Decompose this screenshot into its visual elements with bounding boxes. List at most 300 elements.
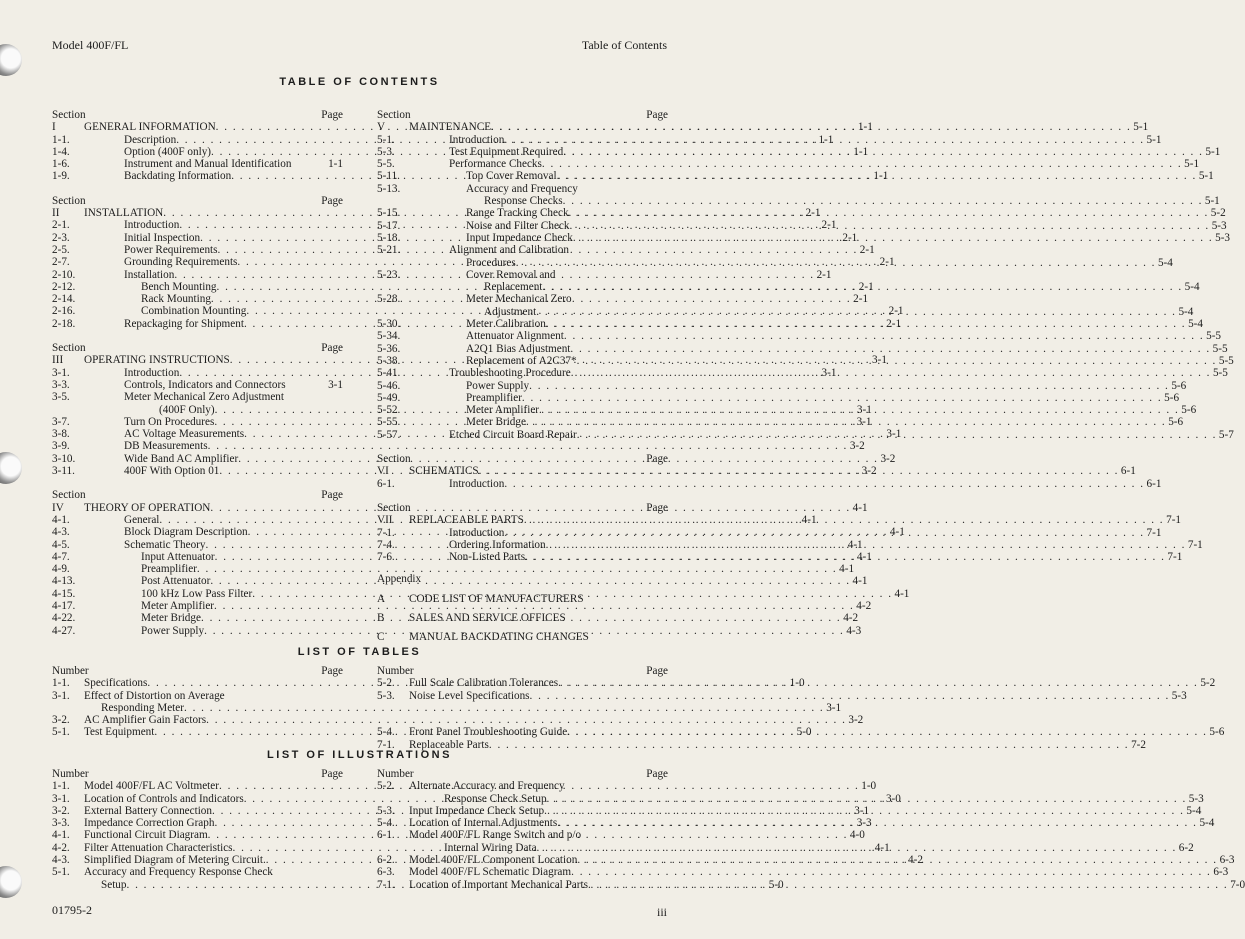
entry-title: Preamplifier: [141, 563, 197, 576]
entry-number: 5-57.: [377, 428, 401, 441]
entry-number: 4-15.: [52, 587, 76, 600]
entry-number: 3-5.: [52, 391, 70, 404]
entry-title: Response Check Setup: [444, 792, 547, 805]
appendix-letter: B: [377, 612, 385, 624]
entry-title: Filter Attenuation Characteristics: [84, 841, 233, 854]
entry-page: 4-1: [847, 538, 863, 551]
entry-page: 7-2: [1131, 738, 1146, 751]
entry-number: 4-3.: [52, 854, 70, 867]
entry-page: 3-2: [880, 452, 896, 465]
entry-page: 5-3: [1188, 792, 1204, 805]
entry-title: Turn On Procedures: [124, 415, 215, 428]
number-label: Number: [52, 665, 89, 677]
entry-page: 5-6: [1168, 416, 1184, 429]
page-label: Page: [321, 489, 343, 502]
entry-page: 5-3: [1171, 689, 1187, 702]
number-label: Number: [377, 665, 414, 677]
toc-entry: [377, 158, 1200, 171]
entry-title: (400F Only): [159, 403, 215, 416]
entry-title: Power Supply: [466, 379, 530, 392]
section-label: Section: [52, 109, 86, 121]
leader-dots: [529, 380, 1169, 392]
entry-number: 2-14.: [52, 293, 76, 306]
entry-page: 5-4: [1184, 281, 1200, 294]
entry-title: Combination Mounting: [141, 305, 247, 318]
entry-title: Procedures: [466, 256, 516, 269]
entry-number: 7-6.: [377, 551, 395, 564]
toc-entry: [377, 244, 668, 256]
entry-title: Model 400F/FL Component Location: [409, 854, 578, 867]
entry-page: 5-0: [768, 878, 784, 891]
toc-entry: [377, 293, 668, 305]
entry-number: 7-1.: [377, 526, 395, 539]
section-label: Section: [377, 109, 411, 121]
toc-entry: [377, 866, 1229, 879]
entry-number: 3-8.: [52, 428, 70, 441]
entry-title: Etched Circuit Board Repair: [449, 428, 577, 441]
toc-entry: [52, 391, 343, 403]
entry-title: Range Tracking Check: [466, 207, 569, 220]
header-section: Table of Contents: [581, 38, 667, 52]
entry-page: 6-1: [1146, 477, 1162, 490]
page-title: TABLE OF CONTENTS: [279, 76, 440, 88]
section-heading: [52, 342, 343, 354]
section-number: II: [52, 207, 60, 220]
entry-number: 1-9.: [52, 170, 70, 183]
binder-hole-bottom: [0, 866, 22, 898]
entry-title: Input Impedance Check Setup: [409, 804, 545, 817]
appendix-letter: C: [377, 631, 385, 643]
entry-title: Instrument and Manual Identification: [124, 158, 292, 171]
entry-title: Input Attenuator: [141, 550, 215, 563]
list-of-tables-title: LIST OF TABLES: [297, 646, 422, 658]
section-label: Section: [52, 489, 86, 502]
entry-number: 5-1.: [377, 133, 395, 146]
entry-title: Specifications: [84, 677, 148, 690]
entry-number: 3-1.: [52, 792, 70, 805]
entry-number: 2-12.: [52, 280, 76, 293]
entry-number: 6-2.: [377, 854, 395, 867]
section-page: 1-1: [857, 121, 873, 134]
entry-page: 5-1: [1198, 170, 1214, 183]
entry-number: 2-1.: [52, 219, 70, 232]
entry-page: 4-1: [874, 841, 890, 854]
entry-number: 4-1.: [52, 829, 70, 842]
list-heading: [377, 768, 668, 780]
entry-number: 5-41.: [377, 367, 401, 380]
page-number: iii: [656, 905, 667, 919]
section-number: IV: [52, 501, 64, 514]
section-title: SCHEMATICS: [409, 465, 479, 478]
entry-page: 3-2: [849, 440, 865, 453]
entry-number: 3-2.: [52, 714, 70, 727]
entry-title: A2Q1 Bias Adjustment: [466, 342, 571, 355]
leader-dots: [516, 257, 1156, 269]
section-title: GENERAL INFORMATION: [84, 121, 216, 134]
section-page: 5-1: [1133, 121, 1149, 134]
appendix-title: CODE LIST OF MANUFACTURERS: [409, 593, 584, 605]
section-heading: [377, 453, 668, 465]
entry-title: Power Requirements: [124, 243, 218, 256]
entry-number: 6-1.: [377, 829, 395, 842]
entry-page: 3-1: [854, 804, 870, 817]
toc-entry: [377, 183, 668, 195]
section-title: OPERATING INSTRUCTIONS: [84, 354, 230, 367]
entry-page: 4-3: [846, 624, 862, 637]
entry-title: Non-Listed Parts: [449, 551, 526, 564]
leader-dots: [537, 842, 1177, 854]
entry-title: Front Panel Troubleshooting Guide: [409, 726, 568, 739]
toc-entry: [377, 780, 668, 792]
list-heading: [377, 665, 668, 677]
entry-title: Response Checks: [484, 195, 563, 208]
entry-title: Alignment and Calibration: [449, 244, 569, 257]
entry-title: Power Supply: [141, 624, 205, 637]
page-label: Page: [321, 194, 343, 207]
entry-page: 5-5: [1212, 367, 1228, 380]
entry-title: Introduction: [124, 219, 180, 232]
entry-title: Responding Meter: [101, 701, 184, 714]
section-title: MAINTENANCE: [409, 121, 492, 134]
entry-page: 4-1: [894, 587, 910, 600]
entry-title: Meter Calibration: [466, 318, 546, 331]
entry-number: 2-10.: [52, 268, 76, 281]
entry-number: 5-3.: [377, 689, 395, 702]
entry-number: 7-4.: [377, 538, 395, 551]
entry-number: 5-4.: [377, 726, 395, 739]
entry-page: 5-5: [1218, 354, 1234, 367]
entry-page: 7-1: [1146, 526, 1162, 539]
section-page: 4-1: [852, 501, 868, 514]
entry-number: 2-16.: [52, 305, 76, 318]
entry-number: 3-11.: [52, 465, 75, 478]
section-title: THEORY OF OPERATION: [84, 501, 211, 514]
leader-dots: [479, 465, 1119, 477]
entry-title: Introduction: [124, 366, 180, 379]
entry-page: 5-1: [1205, 145, 1221, 158]
entry-number: 2-7.: [52, 256, 70, 269]
entry-page: 5-6: [1181, 404, 1197, 417]
page-label: Page: [646, 665, 668, 677]
entry-page: 3-1: [328, 378, 343, 391]
entry-number: 4-9.: [52, 563, 70, 576]
entry-page: 3-1: [826, 701, 842, 714]
entry-title: External Battery Connection: [84, 804, 212, 817]
entry-page: 4-2: [843, 612, 859, 625]
entry-title: General: [124, 513, 160, 526]
leader-dots: [546, 318, 1186, 330]
list-heading: [52, 665, 343, 677]
appendix-entry: [377, 590, 668, 609]
section-title: INSTALLATION: [84, 207, 164, 220]
entry-title: Setup: [101, 878, 127, 891]
entry-number: 3-10.: [52, 452, 76, 465]
entry-page: 1-1: [873, 170, 889, 183]
entry-number: 5-38.: [377, 354, 401, 367]
entry-number: 3-7.: [52, 415, 70, 428]
entry-title: Noise and Filter Check: [466, 219, 570, 232]
entry-number: 7-1.: [377, 878, 395, 891]
entry-number: 3-1.: [52, 366, 70, 379]
entry-number: 5-2.: [377, 677, 395, 690]
entry-title: Meter Mechanical Zero: [466, 293, 572, 306]
entry-page: 4-1: [839, 563, 855, 576]
page-label: Page: [321, 768, 343, 780]
section-heading: [52, 489, 343, 501]
entry-page: 3-1: [821, 366, 837, 379]
list-of-illustrations-title: LIST OF ILLUSTRATIONS: [267, 749, 452, 761]
entry-number: 4-22.: [52, 612, 76, 625]
entry-number: 5-1.: [52, 726, 70, 739]
entry-number: 5-21.: [377, 244, 401, 257]
entry-number: 2-5.: [52, 243, 70, 256]
entry-number: 5-49.: [377, 391, 401, 404]
entry-title: Test Equipment: [84, 726, 155, 739]
toc-entry: [52, 563, 855, 576]
section-number: VI: [377, 465, 389, 478]
leader-dots: [504, 527, 1144, 539]
entry-number: 5-11.: [377, 170, 400, 183]
entry-title: Noise Level Specifications: [409, 689, 530, 702]
entry-page: 5-3: [1215, 231, 1231, 244]
appendix-entry: [377, 609, 668, 628]
appendix-letter: A: [377, 593, 386, 605]
leader-dots: [542, 158, 1182, 170]
entry-title: Accuracy and Frequency: [466, 182, 578, 195]
entry-number: 5-30.: [377, 318, 401, 331]
entry-title: Cover Removal and: [466, 268, 556, 281]
entry-page: 3-2: [861, 465, 877, 478]
entry-number: 4-5.: [52, 538, 70, 551]
page-label: Page: [646, 109, 668, 121]
entry-page: 5-3: [1211, 219, 1227, 232]
entry-page: 1-1: [853, 145, 869, 158]
list-heading: [52, 768, 343, 780]
entry-page: 5-2: [1200, 677, 1216, 690]
entry-title: Alternate Accuracy and Frequency: [409, 780, 565, 793]
entry-page: 1-1: [818, 133, 834, 146]
entry-title: Performance Checks: [449, 158, 542, 171]
appendix-label: Appendix: [377, 573, 422, 585]
entry-number: 1-1.: [52, 133, 70, 146]
leader-dots: [577, 854, 1217, 866]
entry-page: 5-4: [1157, 256, 1173, 269]
leader-dots: [567, 726, 1207, 738]
entry-title: Model 400F/FL AC Voltmeter: [84, 780, 219, 793]
entry-title: Effect of Distortion on Average: [84, 689, 225, 702]
entry-title: Internal Wiring Data: [444, 841, 537, 854]
binder-hole-top: [0, 44, 22, 76]
entry-title: Troubleshooting Procedure: [449, 367, 571, 380]
number-label: Number: [377, 768, 414, 780]
entry-page: 3-1: [886, 428, 902, 441]
toc-entry: [52, 690, 343, 702]
page-label: Page: [321, 665, 343, 677]
entry-number: 4-7.: [52, 550, 70, 563]
entry-page: 4-2: [856, 599, 872, 612]
leader-dots: [544, 805, 1184, 817]
entry-page: 3-1: [856, 415, 872, 428]
entry-title: Location of Internal Adjustments: [409, 817, 558, 830]
entry-number: 5-28.: [377, 293, 401, 306]
entry-number: 4-2.: [52, 841, 70, 854]
section-label: Section: [52, 342, 86, 355]
toc-entry: [377, 689, 1187, 702]
entry-number: 5-36.: [377, 342, 401, 355]
section-number: VII: [377, 514, 393, 527]
section-heading: [52, 109, 343, 121]
entry-title: Impedance Correction Graph: [84, 817, 215, 830]
entry-number: 5-17.: [377, 219, 401, 232]
leader-dots: [504, 134, 1144, 146]
entry-number: 2-3.: [52, 231, 70, 244]
section-gap: [52, 183, 343, 195]
entry-number: 5-3.: [377, 804, 395, 817]
leader-dots: [577, 355, 1217, 367]
entry-title: Test Equipment Required: [449, 145, 564, 158]
entry-number: 4-17.: [52, 599, 76, 612]
entry-title: Introduction: [449, 133, 505, 146]
toc-entry: [377, 342, 1228, 355]
entry-title: Model 400F/FL Range Switch and p/o: [409, 829, 582, 842]
entry-title: Replacement of A2C37*: [466, 354, 577, 367]
entry-title: Simplified Diagram of Metering Circuit.: [84, 854, 266, 867]
entry-number: 7-1.: [377, 738, 395, 751]
section-heading: [377, 109, 668, 121]
leader-dots: [569, 207, 1209, 219]
toc-entry: [52, 440, 865, 453]
section-number: V: [377, 121, 386, 134]
entry-number: 1-1.: [52, 780, 70, 793]
number-label: Number: [52, 768, 89, 780]
entry-title: Repackaging for Shipment: [124, 317, 244, 330]
toc-entry: [52, 866, 343, 878]
entry-title: Location of Controls and Indicators: [84, 792, 244, 805]
entry-page: 5-7: [1218, 428, 1234, 441]
appendix-entry: [377, 628, 668, 647]
entry-title: Full Scale Calibration Tolerances: [409, 677, 559, 690]
toc-entry: [52, 379, 343, 391]
entry-title: Controls, Indicators and Connectors: [124, 378, 286, 391]
leader-dots: [526, 416, 1166, 428]
entry-page: 7-1: [1187, 538, 1203, 551]
entry-page: 5-1: [1184, 158, 1200, 171]
entry-number: 3-2.: [52, 804, 70, 817]
toc-entry: [377, 829, 668, 841]
toc-entry: [377, 379, 1187, 392]
leader-dots: [557, 170, 1197, 182]
page-label: Page: [646, 501, 668, 514]
page-label: Page: [321, 109, 343, 121]
section-gap: [377, 441, 668, 453]
entry-page: 2-1: [842, 231, 858, 244]
entry-page: 5-5: [1212, 342, 1228, 355]
section-label: Section: [52, 194, 86, 207]
entry-title: Wide Band AC Amplifier: [124, 452, 239, 465]
entry-page: 4-2: [908, 854, 923, 867]
entry-number: 6-3.: [377, 866, 395, 879]
toc-entry: [52, 714, 864, 727]
entry-title: Schematic Theory: [124, 538, 206, 551]
entry-page: 5-0: [796, 726, 812, 739]
entry-number: 5-52.: [377, 404, 401, 417]
entry-page: 2-1: [879, 256, 895, 269]
section-gap: [52, 477, 343, 489]
leader-dots: [524, 514, 1164, 526]
toc-entry: [377, 170, 1214, 183]
section-gap: [377, 490, 668, 502]
leader-dots: [522, 392, 1162, 404]
leader-dots: [536, 306, 1176, 318]
leader-dots: [525, 551, 1165, 563]
section-page: 3-1: [872, 354, 887, 367]
entry-page: 4-0: [849, 829, 865, 842]
section-label: Section: [377, 453, 411, 466]
leader-dots: [547, 793, 1187, 805]
entry-number: 2-18.: [52, 317, 76, 330]
entry-page: 3-3: [856, 817, 872, 830]
entry-page: 2-1: [821, 219, 837, 232]
entry-page: 5-1: [1204, 195, 1220, 208]
entry-number: 1-6.: [52, 158, 70, 171]
entry-title: Option (400F only): [124, 145, 212, 158]
entry-title: Ordering Information: [449, 538, 546, 551]
entry-title: Grounding Requirements: [124, 256, 238, 269]
entry-page: 4-1: [856, 550, 872, 563]
entry-page: 2-1: [816, 268, 832, 281]
binder-hole-middle: [0, 452, 22, 484]
entry-page: 3-1: [856, 403, 872, 416]
document-number: 01795-2: [52, 903, 92, 917]
blank-row: [377, 714, 668, 726]
leader-dots: [577, 429, 1217, 441]
entry-title: 400F With Option 01: [124, 465, 220, 478]
entry-page: 1-1: [328, 158, 343, 171]
entry-number: 5-2.: [377, 780, 395, 793]
leader-dots: [564, 330, 1204, 342]
entry-title: Backdating Information: [124, 170, 232, 183]
entry-page: 7-0: [1230, 878, 1245, 891]
blank-row: [377, 702, 668, 714]
entry-title: Meter Mechanical Zero Adjustment: [124, 391, 284, 404]
entry-page: 5-4: [1188, 318, 1203, 331]
entry-title: Preamplifier: [466, 391, 522, 404]
entry-title: Meter Amplifier: [141, 599, 215, 612]
leader-dots: [491, 121, 1131, 133]
entry-page: 5-4: [1178, 305, 1194, 318]
entry-page: 1-0: [861, 780, 877, 793]
entry-title: AC Amplifier Gain Factors: [84, 714, 207, 727]
entry-number: 4-1.: [52, 513, 70, 526]
entry-title: Installation: [124, 268, 175, 281]
section-page: 2-1: [805, 207, 821, 220]
section-title: REPLACEABLE PARTS: [409, 514, 524, 527]
toc-entry: [52, 701, 842, 714]
section-heading: [377, 502, 668, 514]
entry-page: 5-1: [1146, 133, 1162, 146]
entry-page: 5-2: [1210, 207, 1226, 220]
entry-page: 5-4: [1199, 817, 1215, 830]
page-label: Page: [646, 768, 668, 780]
section-page: 6-1: [1120, 465, 1136, 478]
entry-number: 1-4.: [52, 145, 70, 158]
toc-entry: [377, 391, 1180, 404]
leader-dots: [573, 232, 1213, 244]
entry-page: 2-1: [858, 280, 874, 293]
entry-page: 4-1: [852, 575, 868, 588]
entry-title: Block Diagram Description: [124, 526, 248, 539]
leader-dots: [542, 281, 1182, 293]
